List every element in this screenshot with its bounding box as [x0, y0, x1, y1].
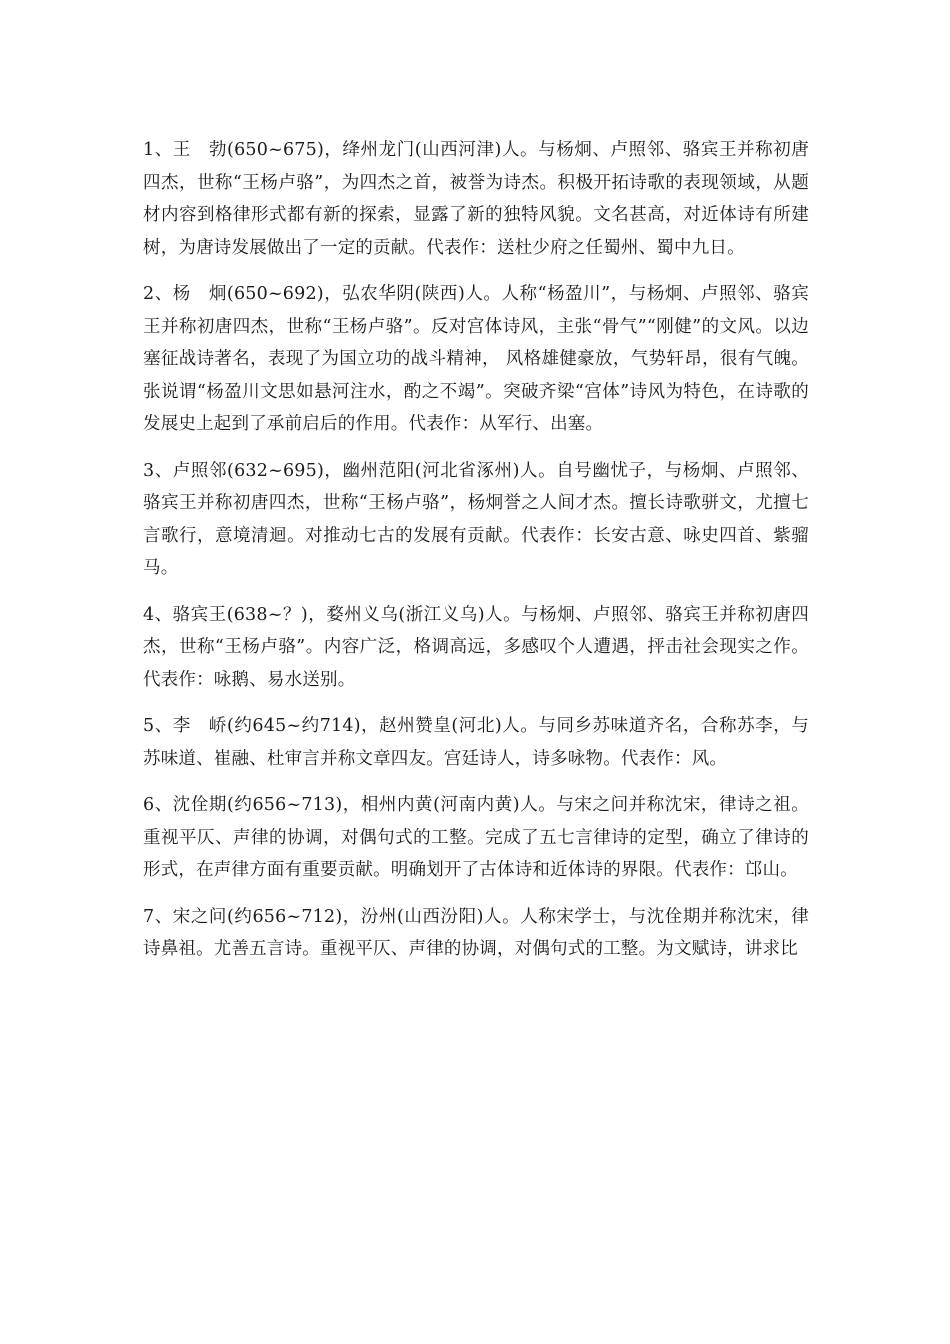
- poet-entry-li-qiao: 5、李 峤(约645~约714)，赵州赞皇(河北)人。与同乡苏味道齐名，合称苏李，与苏味道、崔融、杜审言并称文章四友。宫廷诗人，诗多咏物。代表作：风。: [143, 716, 809, 769]
- poet-entry-wang-bo: 1、王 勃(650~675)，绛州龙门(山西河津)人。与杨炯、卢照邻、骆宾王并称初唐四杰，世称“王杨卢骆”，为四杰之首，被誉为诗杰。积极开拓诗歌的表现领域，从题材内容到格律形式都有新的探索，显露了新的独特风貌。文名甚高，对近体诗有所建树，为唐诗发展做出了一定的贡献。代表作：送杜少府之任蜀州、蜀中九日。: [143, 140, 809, 258]
- poet-entry-yang-jiong: 2、杨 炯(650~692)，弘农华阴(陕西)人。人称“杨盈川”，与杨炯、卢照邻、骆宾王并称初唐四杰，世称“王杨卢骆”。反对宫体诗风，主张“骨气”“刚健”的文风。以边塞征战诗著名，表现了为国立功的战斗精神， 风格雄健豪放，气势轩昂，很有气魄。张说谓“杨盈川文思如悬河注水，酌之不竭”。突破齐梁“宫体”诗风为特色，在诗歌的发展史上起到了承前启后的作用。代表作：从军行、出塞。: [143, 284, 809, 434]
- document-body: [143, 134, 809, 980]
- poet-entry-shen-quanqi: 6、沈佺期(约656~713)，相州内黄(河南内黄)人。与宋之问并称沈宋，律诗之祖。重视平仄、声律的协调，对偶句式的工整。完成了五七言律诗的定型，确立了律诗的形式，在声律方面有重要贡献。明确划开了古体诗和近体诗的界限。代表作：邙山。: [143, 795, 809, 880]
- poet-entry-song-zhiwen: 7、宋之问(约656~712)，汾州(山西汾阳)人。人称宋学士，与沈佺期并称沈宋，律诗鼻祖。尤善五言诗。重视平仄、声律的协调，对偶句式的工整。为文赋诗，讲求比: [143, 906, 809, 959]
- poet-entry-luo-binwang: 4、骆宾王(638~？)，婺州义乌(浙江义乌)人。与杨炯、卢照邻、骆宾王并称初唐四杰，世称“王杨卢骆”。内容广泛，格调高远，多感叹个人遭遇，抨击社会现实之作。代表作：咏鹅、易水送别。: [143, 604, 809, 690]
- poet-entry-lu-zhaolin: 3、卢照邻(632~695)，幽州范阳(河北省涿州)人。自号幽忧子，与杨炯、卢照邻、骆宾王并称初唐四杰，世称“王杨卢骆”，杨炯誉之人间才杰。擅长诗歌骈文，尤擅七言歌行，意境清迴。对推动七古的发展有贡献。代表作：长安古意、咏史四首、紫骝马。: [143, 460, 809, 578]
